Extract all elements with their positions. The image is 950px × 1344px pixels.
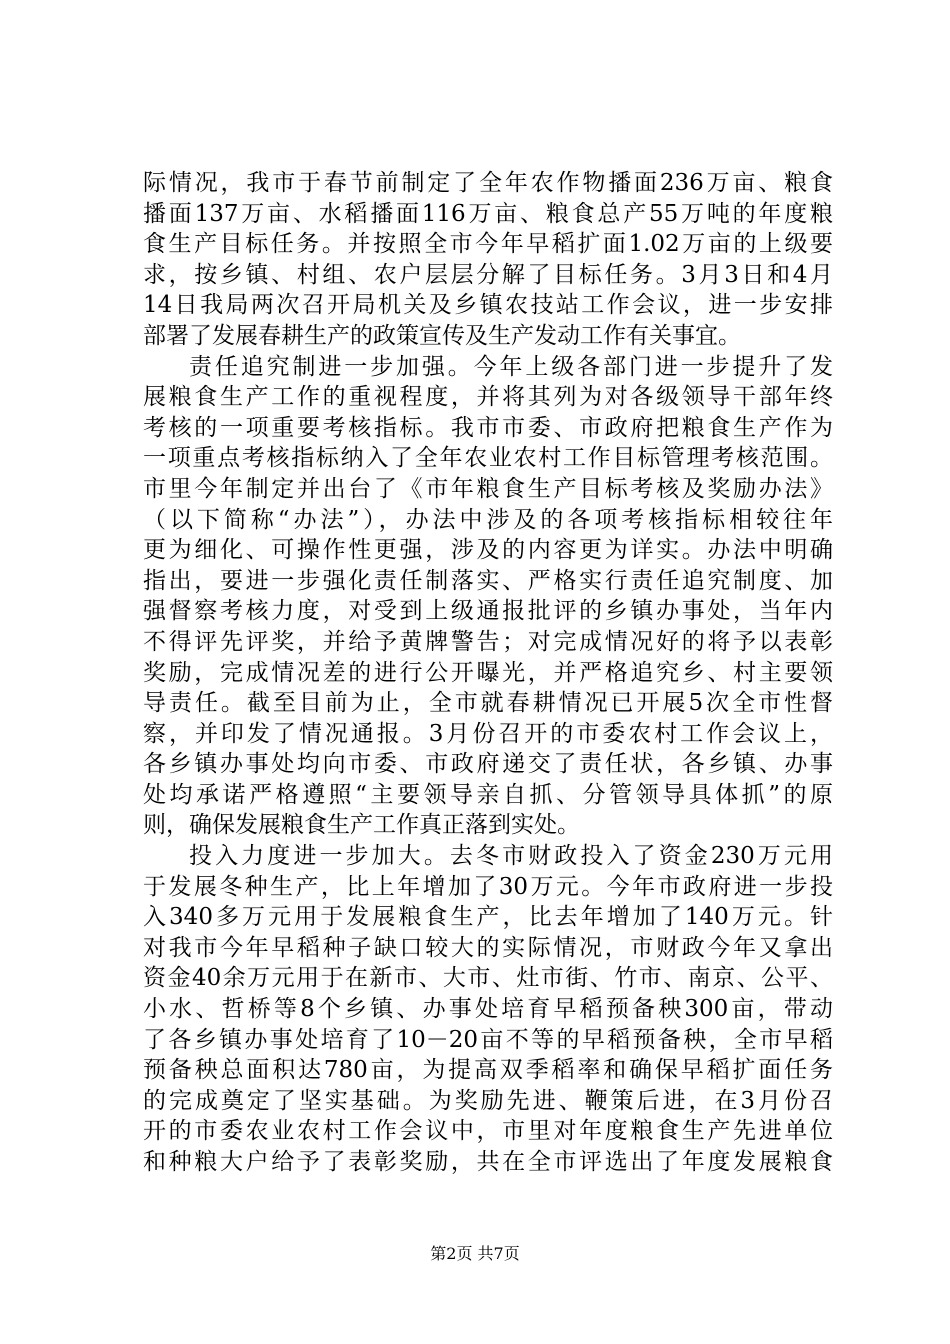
- body-text: [143, 168, 833, 1178]
- text-line: 求，按乡镇、村组、农户层层分解了目标任务。3月3日和4月: [143, 261, 833, 288]
- text-line: 考核的一项重要考核指标。我市市委、市政府把粮食生产作为: [143, 414, 833, 441]
- text-line: 各乡镇办事处均向市委、市政府递交了责任状，各乡镇、办事: [143, 751, 833, 778]
- text-line: （以下简称“办法”），办法中涉及的各项考核指标相较往年: [143, 506, 833, 533]
- text-line: 资金40余万元用于在新市、大市、灶市街、竹市、南京、公平、: [143, 965, 833, 992]
- text-line: 食生产目标任务。并按照全市今年早稻扩面1.02万亩的上级要: [143, 231, 833, 258]
- text-line: 则，确保发展粮食生产工作真正落到实处。: [143, 812, 580, 839]
- text-line: 14日我局两次召开局机关及乡镇农技站工作会议，进一步安排: [143, 292, 833, 319]
- text-line: 市里今年制定并出台了《市年粮食生产目标考核及奖励办法》: [143, 475, 833, 502]
- text-line: 处均承诺严格遵照“主要领导亲自抓、分管领导具体抓”的原: [143, 781, 833, 808]
- text-line: 强督察考核力度，对受到上级通报批评的乡镇办事处，当年内: [143, 598, 833, 625]
- text-line: 小水、哲桥等8个乡镇、办事处培育早稻预备秧300亩，带动: [143, 996, 833, 1023]
- text-line: 了各乡镇办事处培育了10－20亩不等的早稻预备秧，全市早稻: [143, 1026, 833, 1053]
- text-line: 指出，要进一步强化责任制落实、严格实行责任追究制度、加: [143, 567, 833, 594]
- text-line: 不得评先评奖，并给予黄牌警告；对完成情况好的将予以表彰: [143, 628, 833, 655]
- text-line: 入340多万元用于发展粮食生产，比去年增加了140万元。针: [143, 904, 833, 931]
- text-line: 于发展冬种生产，比上年增加了30万元。今年市政府进一步投: [143, 873, 833, 900]
- text-line: 和种粮大户给予了表彰奖励，共在全市评选出了年度发展粮食: [143, 1149, 833, 1175]
- text-line: 展粮食生产工作的重视程度，并将其列为对各级领导干部年终: [143, 384, 833, 411]
- text-line: 的完成奠定了坚实基础。为奖励先进、鞭策后进，在3月份召: [143, 1087, 833, 1114]
- text-line: 察，并印发了情况通报。3月份召开的市委农村工作会议上，: [143, 720, 833, 747]
- text-line: 对我市今年早稻种子缺口较大的实际情况，市财政今年又拿出: [143, 934, 833, 961]
- text-line: 责任追究制进一步加强。今年上级各部门进一步提升了发: [189, 353, 833, 380]
- text-line: 预备秧总面积达780亩，为提高双季稻率和确保早稻扩面任务: [143, 1057, 833, 1084]
- text-line: 导责任。截至目前为止，全市就春耕情况已开展5次全市性督: [143, 690, 833, 717]
- text-line: 一项重点考核指标纳入了全年农业农村工作目标管理考核范围。: [143, 445, 833, 472]
- text-line: 投入力度进一步加大。去冬市财政投入了资金230万元用: [189, 843, 833, 870]
- text-line: 更为细化、可操作性更强，涉及的内容更为详实。办法中明确: [143, 537, 833, 564]
- page-footer: 第2页 共7页: [430, 1244, 520, 1263]
- text-line: 播面137万亩、水稻播面116万亩、粮食总产55万吨的年度粮: [143, 200, 833, 227]
- text-line: 际情况，我市于春节前制定了全年农作物播面236万亩、粮食: [143, 170, 833, 196]
- text-line: 部署了发展春耕生产的政策宣传及生产发动工作有关事宜。: [143, 322, 741, 349]
- text-line: 奖励，完成情况差的进行公开曝光，并严格追究乡、村主要领: [143, 659, 833, 686]
- text-line: 开的市委农业农村工作会议中，市里对年度粮食生产先进单位: [143, 1118, 833, 1145]
